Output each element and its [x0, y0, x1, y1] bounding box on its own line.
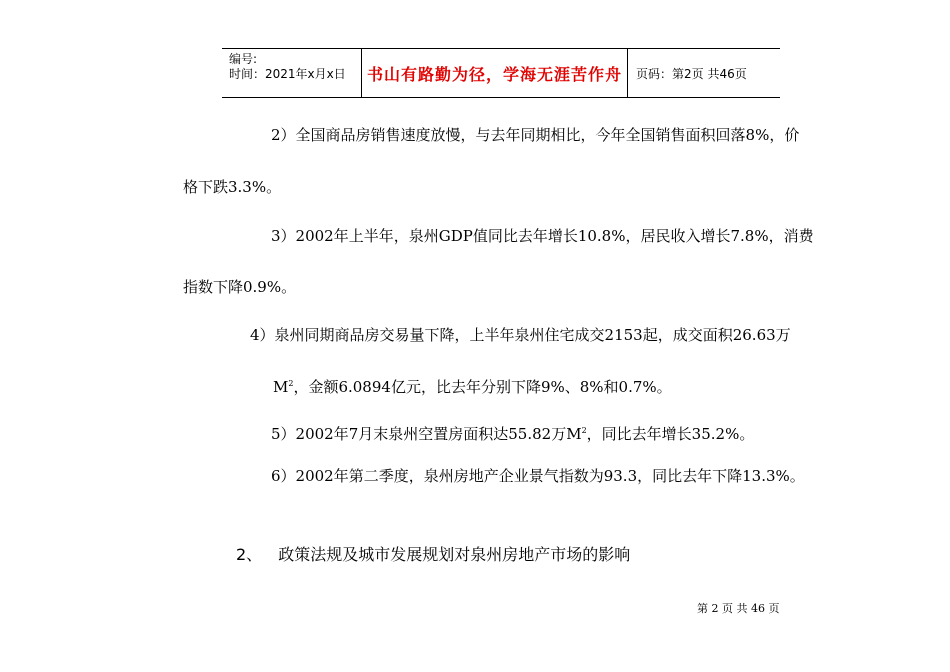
footer-page-number: 第 2 页 共 46 页: [697, 602, 780, 615]
section-number: 2、: [236, 545, 263, 564]
item-4-unit-superscript: 2: [288, 379, 294, 388]
item-5-unit-superscript: 2: [581, 426, 587, 435]
item-2-line-1: 2）全国商品房销售速度放慢，与去年同期相比，今年全国销售面积回落8%，价: [271, 126, 800, 144]
item-4-line-2-text: ，金额6.0894亿元，比去年分别下降9%、8%和0.7%。: [293, 378, 672, 396]
item-3-line-1: 3）2002年上半年，泉州GDP值同比去年增长10.8%，居民收入增长7.8%，消费: [271, 227, 814, 245]
item-4-line-2: [273, 374, 672, 397]
header-table: [222, 48, 780, 98]
section-heading: [236, 542, 630, 565]
item-5-text-after: ，同比去年增长35.2%。: [586, 425, 755, 443]
time-label: 时间：2021年x月x日: [229, 67, 346, 81]
item-3-line-2: 指数下降0.9%。: [183, 278, 297, 296]
header-motto: 书山有路勤为径，学海无涯苦作舟: [362, 49, 628, 97]
item-6: 6）2002年第二季度，泉州房地产企业景气指数为93.3，同比去年下降13.3%。: [271, 467, 805, 485]
section-title: 政策法规及城市发展规划对泉州房地产市场的影响: [278, 545, 631, 564]
item-5: [271, 421, 754, 444]
header-page-code: 页码：第2页 共46页: [636, 66, 747, 81]
item-4-line-1: 4）泉州同期商品房交易量下降，上半年泉州住宅成交2153起，成交面积26.63万: [250, 326, 791, 344]
item-4-unit: M: [273, 378, 289, 396]
serial-label: 编号:: [229, 52, 258, 66]
item-5-text-before: 5）2002年7月末泉州空置房面积达55.82万M: [271, 425, 582, 443]
item-2-line-2: 格下跌3.3%。: [183, 178, 282, 196]
header-meta-cell: [222, 49, 362, 97]
